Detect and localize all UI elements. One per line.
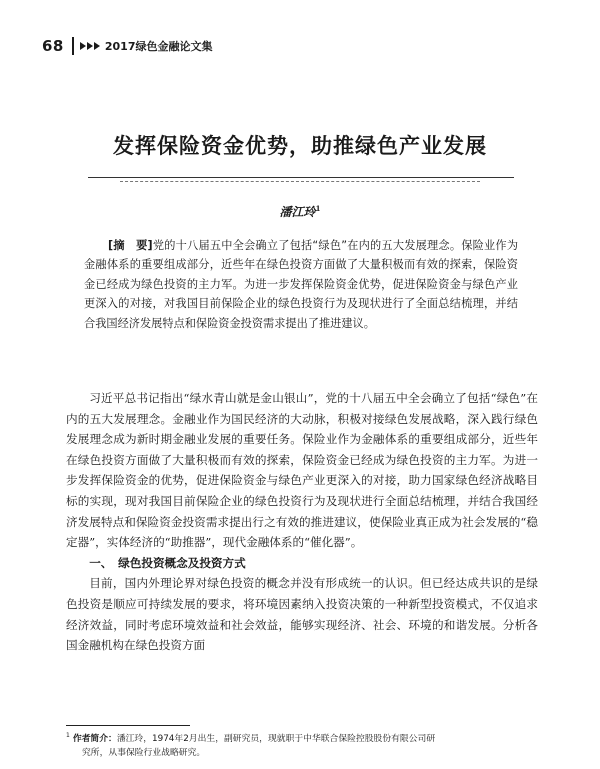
- title-underline-secondary: [120, 181, 480, 182]
- article-body: [66, 388, 538, 656]
- body-paragraph: 习近平总书记指出“绿水青山就是金山银山”，党的十八届五中全会确立了包括“绿色”在内的五大发展理念。金融业作为国民经济的大动脉，积极对接绿色发展战略，深入践行绿色发展理念成为新时期金融业发展的重要任务。保险业作为金融体系的重要组成部分，近些年在绿色投资方面做了大量积极而有效的探索，保险资金已经成为绿色投资的主力军。为进一步发挥保险资金的优势，促进保险资金与绿色产业更深入的对接，助力国家绿色经济战略目标的实现，现对我国目前保险企业的绿色投资行为及现状进行全面总结梳理，并结合我国经济发展特点和保险资金投资需求提出行之有效的推进建议，使保险业真正成为社会发展的“稳定器”，实体经济的“助推器”，现代金融体系的“催化器”。: [66, 391, 538, 550]
- footnote-divider: [66, 725, 190, 726]
- running-title: 2017绿色金融论文集: [104, 40, 213, 53]
- footnote-marker: 1: [66, 732, 70, 739]
- author-name: 潘江玲: [279, 205, 316, 219]
- body-paragraph: 目前，国内外理论界对绿色投资的概念并没有形成统一的认识。但已经达成共识的是绿色投资是顺应可持续发展的要求，将环境因素纳入投资决策的一种新型投资模式，不仅追求经济效益，同时考虑环境效益和社会效益，能够实现经济、社会、环境的和谐发展。分析各国金融机构在绿色投资方面: [66, 576, 538, 653]
- footnote-text-line-2: 究所，从事保险行业战略研究。: [82, 747, 206, 758]
- header-divider: [72, 37, 74, 55]
- section-heading: 一、 绿色投资概念及投资方式: [89, 555, 246, 570]
- article-title: 发挥保险资金优势，助推绿色产业发展: [113, 133, 487, 158]
- abstract-label: [摘 要]: [108, 239, 153, 252]
- triple-arrow-icon: [80, 42, 101, 50]
- abstract: [84, 236, 518, 333]
- author-line: [0, 203, 600, 220]
- footnote: [66, 729, 538, 760]
- abstract-text: 党的十八届五中全会确立了包括“绿色”在内的五大发展理念。保险业作为金融体系的重要组成部分，近些年在绿色投资方面做了大量积极而有效的探索，保险资金已经成为绿色投资的主力军。为进一步发挥保险资金优势，促进保险资金与绿色产业更深入的对接，对我国目前保险企业的绿色投资行为及现状进行了全面总结梳理，并结合我国经济发展特点和保险资金投资需求提出了推进建议。: [84, 239, 519, 330]
- page-number: 68: [42, 37, 64, 55]
- footnote-label: 作者简介：: [72, 733, 117, 744]
- title-underline: [88, 177, 514, 178]
- footnote-text-line-1: 潘江玲，1974年2月出生，副研究员，现就职于中华联合保险控股股份有限公司研: [116, 733, 436, 744]
- author-footnote-marker: 1: [315, 204, 321, 213]
- running-header: [42, 36, 213, 56]
